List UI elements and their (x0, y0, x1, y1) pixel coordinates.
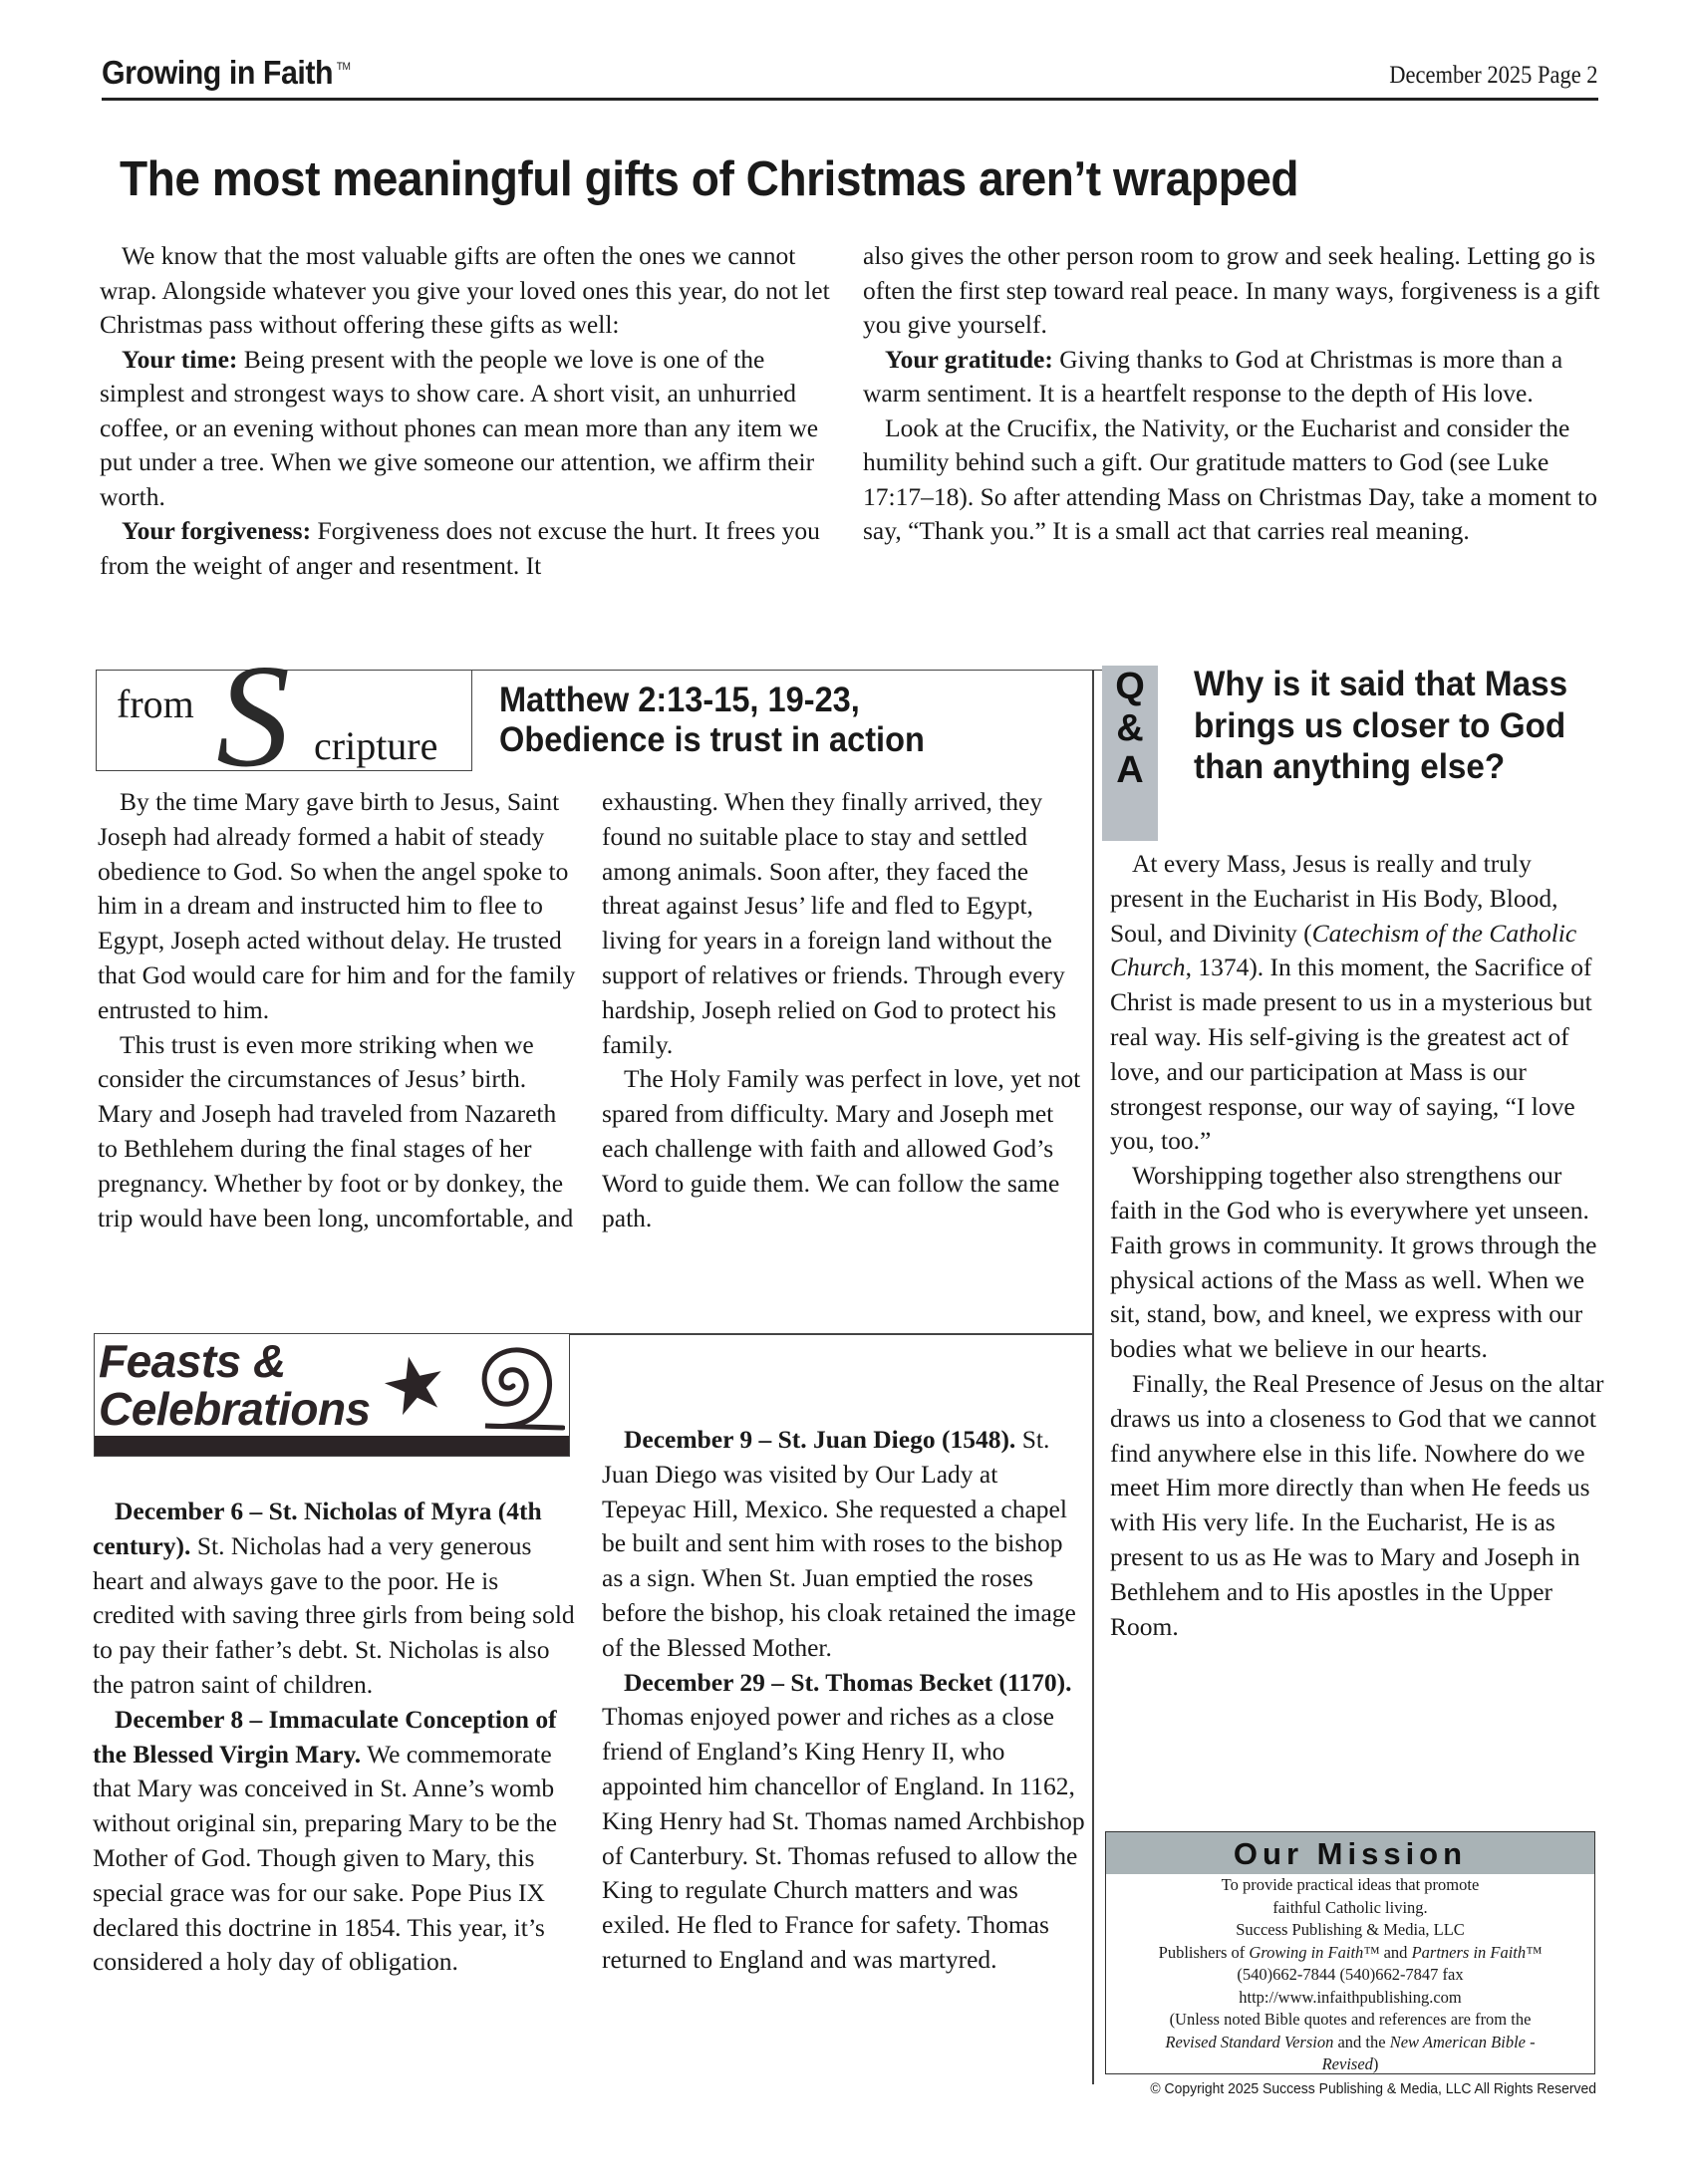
lead-paragraph (100, 514, 837, 583)
dateline: December 2025 Page 2 (1389, 62, 1598, 89)
scripture-reference: Matthew 2:13-15, 19-23, (499, 681, 860, 719)
paragraph-lead: Your forgiveness: (122, 516, 312, 545)
paragraph-lead: Your time: (122, 344, 238, 374)
lead-paragraph (100, 343, 837, 515)
scripture-header (96, 635, 1103, 798)
lead-paragraph (863, 343, 1600, 411)
publisher-name: Success Publishing & Media, LLC (1236, 1920, 1465, 1939)
website-link[interactable]: http://www.infaithpublishing.com (1239, 1987, 1462, 2007)
feast-heading: December 8 – Immaculate Conception of the Blessed Virgin Mary. (93, 1704, 557, 1769)
bible-version: Revised Standard Version (1165, 2032, 1334, 2051)
paragraph-text: Being present with the people we love is one of the simplest and strongest ways to show care. A short visit, an unhurried coffee, or an evening without phones can mean more than any item we put under a tree. When we give someone our attention, we affirm their worth. (100, 344, 819, 511)
feasts-title-line2: Celebrations (99, 1383, 371, 1435)
paragraph-text: also gives the other person room to grow and seek healing. Letting go is often the first step toward real peace. In many ways, forgiveness is a gift you give yourself. (863, 241, 1600, 339)
logo-cripture: cripture (314, 723, 438, 768)
scripture-paragraph: The Holy Family was perfect in love, yet not spared from difficulty. Mary and Joseph met each challenge with faith and allowed God’s Word to guide them. We can follow the same path. (602, 1064, 1081, 1232)
publications-line (1106, 1942, 1594, 1965)
trademark-mark: TM (336, 61, 351, 73)
scripture-subtitle: Obedience is trust in action (499, 720, 925, 759)
copyright-notice: © Copyright 2025 Success Publishing & Media, LLC All Rights Reserved (1150, 2080, 1596, 2097)
newsletter-brand (102, 54, 351, 92)
qa-badge (1102, 666, 1158, 841)
bible-version: New American Bible - (1389, 2032, 1536, 2051)
publications-text: Publishers of (1158, 1942, 1250, 1962)
publication-title: Growing in Faith™ (1249, 1942, 1380, 1962)
mission-statement: faithful Catholic living. (1272, 1897, 1428, 1917)
qa-badge-amp: & (1116, 707, 1144, 749)
logo-from: from (117, 682, 194, 726)
qa-paragraph: Finally, the Real Presence of Jesus on the altar draws us into a closeness to God that we cannot find anywhere else in this life. Nowhere do we meet Him more directly than when He feeds us with His very life. In the Eucharist, He is as present to us as He was to Mary and Joseph in Bethlehem and to His apostles in the Upper Room. (1110, 1368, 1604, 1641)
lead-paragraph (863, 411, 1600, 549)
feast-text: St. Juan Diego was visited by Our Lady at Tepeyac Hill, Mexico. She requested a chapel be built and sent him with roses to the bishop as a sign. When St. Juan emptied the roses before the bishop, his cloak retained the image of the Blessed Mother. (602, 1425, 1076, 1662)
masthead (102, 52, 1598, 101)
phone-fax: (540)662-7844 (540)662-7847 fax (1237, 1965, 1464, 1984)
from-scripture-logo (96, 635, 472, 798)
scripture-column-right (602, 785, 1085, 1235)
qa-text: , 1374). In this moment, the Sacrifice of Christ is made present to us in a mysterious but real way. His self-giving is the greatest act of love, and our participation at Mass is our strongest response, our way of saying, “I love you, too.” (1110, 953, 1592, 1156)
feast-text: Thomas enjoyed power and riches as a close friend of England’s King Henry II, who appointed him chancellor of England. In 1162, King Henry had St. Thomas named Archbishop of Canterbury. St. Thomas refused to allow the King to regulate Church matters and was exiled. He fled to France for safety. Thomas returned to England and was martyred. (602, 1702, 1085, 1974)
publications-text: and (1379, 1942, 1412, 1962)
mission-statement: To provide practical ideas that promote (1221, 1875, 1480, 1894)
feasts-header (94, 1333, 570, 1457)
bible-note-text: and the (1333, 2032, 1390, 2051)
bible-note-text: ) (1372, 2054, 1379, 2073)
feast-heading: December 9 – St. Juan Diego (1548). (624, 1425, 1016, 1454)
feast-entry (602, 1423, 1085, 1666)
feasts-column-left (93, 1495, 576, 1980)
qa-paragraph: Worshipping together also strengthens our faith in the God who is everywhere yet unseen. Faith grows in community. It grows through the physical actions of the Mass as well. When we sit, stand, bow, and kneel, we express with our bodies what we believe in our hearts. (1110, 1161, 1597, 1364)
bible-note (1106, 2032, 1594, 2054)
qa-badge-a: A (1116, 749, 1144, 791)
lead-article-column-left (100, 239, 837, 583)
paragraph-text: Look at the Crucifix, the Nativity, or the Eucharist and consider the humility behind such a gift. Our gratitude matters to God (see Luke 17:17–18). So after attending Mass on Christmas Day, take a moment to say, “Thank you.” It is a small act that carries real meaning. (863, 412, 1598, 545)
scripture-paragraph: This trust is even more striking when we consider the circumstances of Jesus’ birth. Mary and Joseph had traveled from Nazareth to Bethlehem during the final stages of her pregnancy. Whether by foot or by donkey, the trip would have been long, uncomfortable, and (98, 1029, 574, 1232)
paragraph-text: We know that the most valuable gifts are often the ones we cannot wrap. Alongside whatever you give your loved ones this year, do not let Christmas pass without offering these gifts as well: (100, 241, 830, 339)
paragraph-text: Forgiveness does not excuse the hurt. It frees you from the weight of anger and resentment. It (100, 516, 820, 580)
feasts-column-right (602, 1423, 1085, 1978)
mission-title: Our Mission (1106, 1832, 1594, 1874)
bible-note (1106, 2053, 1594, 2076)
catechism-title: Catechism of the Catholic Church (1110, 918, 1577, 982)
feast-entry (93, 1703, 576, 1980)
qa-question: Why is it said that Mass brings us closer to God than anything else? (1194, 665, 1568, 786)
logo-big-s: S (216, 635, 290, 798)
qa-answer (1110, 847, 1608, 1644)
publication-title: Partners in Faith™ (1411, 1942, 1543, 1962)
mission-box (1105, 1831, 1595, 2074)
scripture-paragraph: By the time Mary gave birth to Jesus, Saint Joseph had already formed a habit of steady obedience to God. So when the angel spoke to him in a dream and instructed him to flee to Egypt, Joseph acted without delay. He trusted that God would care for him and for the family entrusted to him. (98, 787, 576, 1024)
column-divider (1092, 670, 1094, 2084)
feast-entry (93, 1495, 576, 1703)
feasts-title-line1: Feasts & (99, 1335, 286, 1387)
bible-note: (Unless noted Bible quotes and references are from the (1169, 2010, 1532, 2029)
lead-headline: The most meaningful gifts of Christmas aren’t wrapped (120, 152, 1299, 206)
qa-paragraph (1110, 847, 1608, 1159)
qa-text: At every Mass, Jesus is really and truly present in the Eucharist in His Body, Blood, Soul, and Divinity ( (1110, 849, 1558, 948)
star-icon (384, 1354, 445, 1416)
feast-entry (602, 1666, 1085, 1978)
feast-text: We commemorate that Mary was conceived in St. Anne’s womb without original sin, preparing Mary to be the Mother of God. Though given to Mary, this special grace was for our sake. Pope Pius IX declared this doctrine in 1854. This year, it’s considered a holy day of obligation. (93, 1739, 557, 1977)
section-divider (568, 1333, 1092, 1335)
feasts-band (95, 1436, 569, 1456)
scripture-column-left (98, 785, 581, 1235)
brand-name: Growing in Faith (102, 54, 334, 91)
lead-paragraph (100, 239, 837, 343)
scripture-paragraph: exhausting. When they finally arrived, they found no suitable place to stay and settled among animals. Soon after, they faced the threat against Jesus’ life and fled to Egypt, living for years in a foreign land without the support of relatives or friends. Through every hardship, Joseph relied on God to protect his family. (602, 787, 1065, 1059)
lead-article-column-right (863, 239, 1600, 549)
feast-text: St. Nicholas had a very generous heart and always gave to the poor. He is credited with saving three girls from being sold to pay their father’s debt. St. Nicholas is also the patron saint of children. (93, 1530, 575, 1699)
scripture-title (499, 681, 925, 760)
spiral-icon (455, 1336, 565, 1438)
feast-heading: December 6 – St. Nicholas of Myra (4th century). (93, 1497, 542, 1560)
bible-version: Revised (1321, 2054, 1373, 2073)
paragraph-text: Giving thanks to God at Christmas is more than a warm sentiment. It is a heartfelt response to the depth of His love. (863, 344, 1563, 408)
qa-badge-q: Q (1115, 666, 1145, 707)
lead-paragraph (863, 239, 1600, 343)
paragraph-lead: Your gratitude: (885, 344, 1053, 374)
feast-heading: December 29 – St. Thomas Becket (1170). (624, 1667, 1072, 1697)
